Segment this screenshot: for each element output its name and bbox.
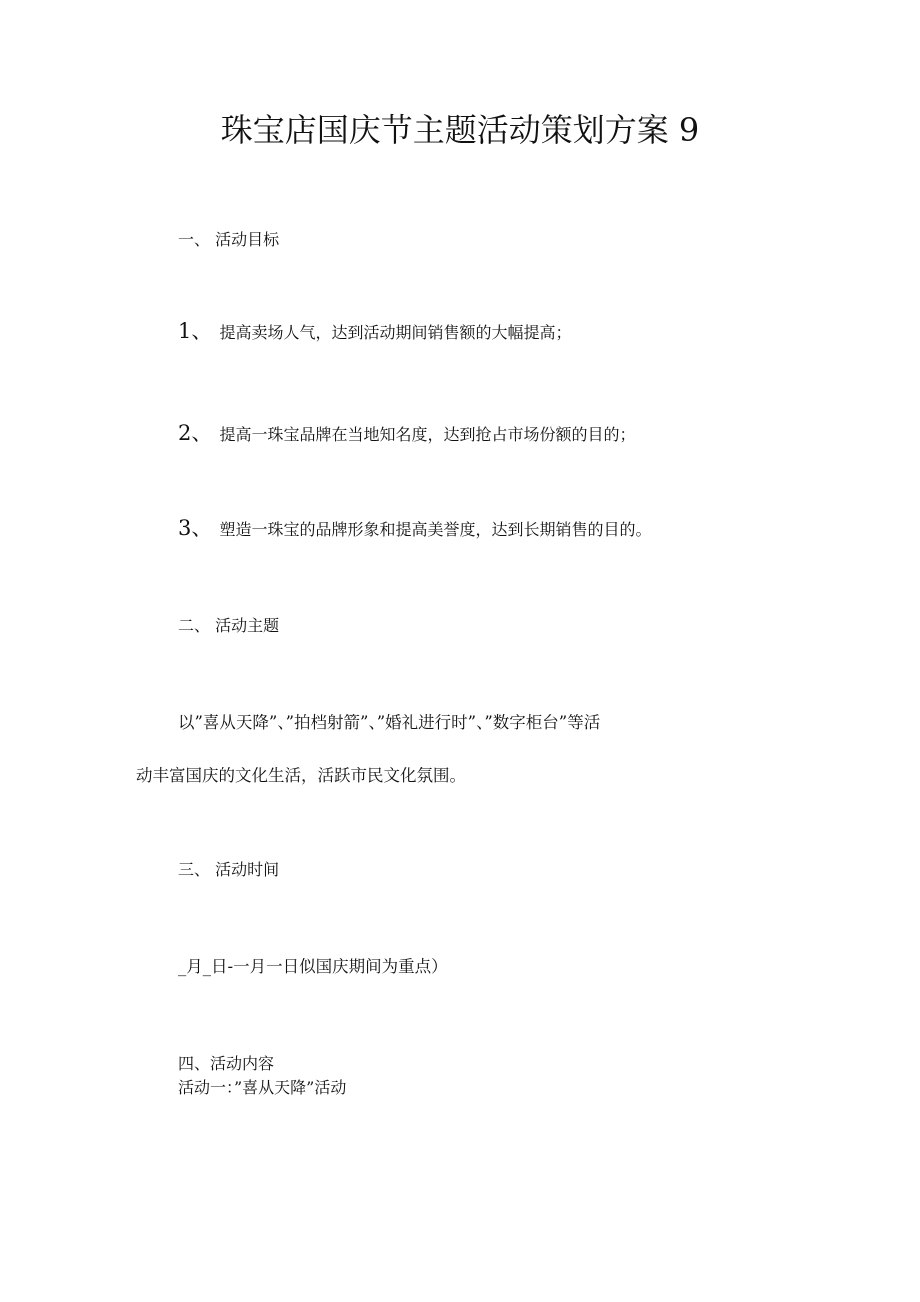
goal-item-3 — [178, 516, 651, 542]
document-title: 珠宝店国庆节主题活动策划方案 9 — [220, 111, 700, 149]
goal-number: 2、 — [178, 421, 213, 445]
section-heading-theme: 二、 活动主题 — [178, 616, 280, 635]
goal-number: 3、 — [178, 516, 213, 540]
time-text: _月_日-一月一日似国庆期间为重点） — [178, 957, 448, 976]
goal-item-1 — [178, 319, 571, 345]
section-heading-goals: 一、 活动目标 — [178, 230, 280, 249]
goal-text: 提高一珠宝品牌在当地知名度，达到抢占市场份额的目的； — [219, 425, 636, 444]
goal-text: 提高卖场人气，达到活动期间销售额的大幅提高； — [219, 323, 572, 342]
goal-number: 1、 — [178, 319, 213, 343]
activity-one-text: 活动一：”喜从天降”活动 — [178, 1078, 347, 1097]
section-heading-content: 四、活动内容 — [178, 1054, 275, 1073]
theme-paragraph-line-1: 以”喜从天降”、”拍档射箭”、”婚礼进行时”、”数字柜台”等活 — [178, 713, 601, 732]
section-heading-time: 三、 活动时间 — [178, 860, 280, 879]
goal-item-2 — [178, 421, 635, 447]
goal-text: 塑造一珠宝的品牌形象和提高美誉度，达到长期销售的目的。 — [219, 520, 652, 539]
theme-paragraph-line-2: 动丰富国庆的文化生活，活跃市民文化氛围。 — [136, 766, 466, 785]
